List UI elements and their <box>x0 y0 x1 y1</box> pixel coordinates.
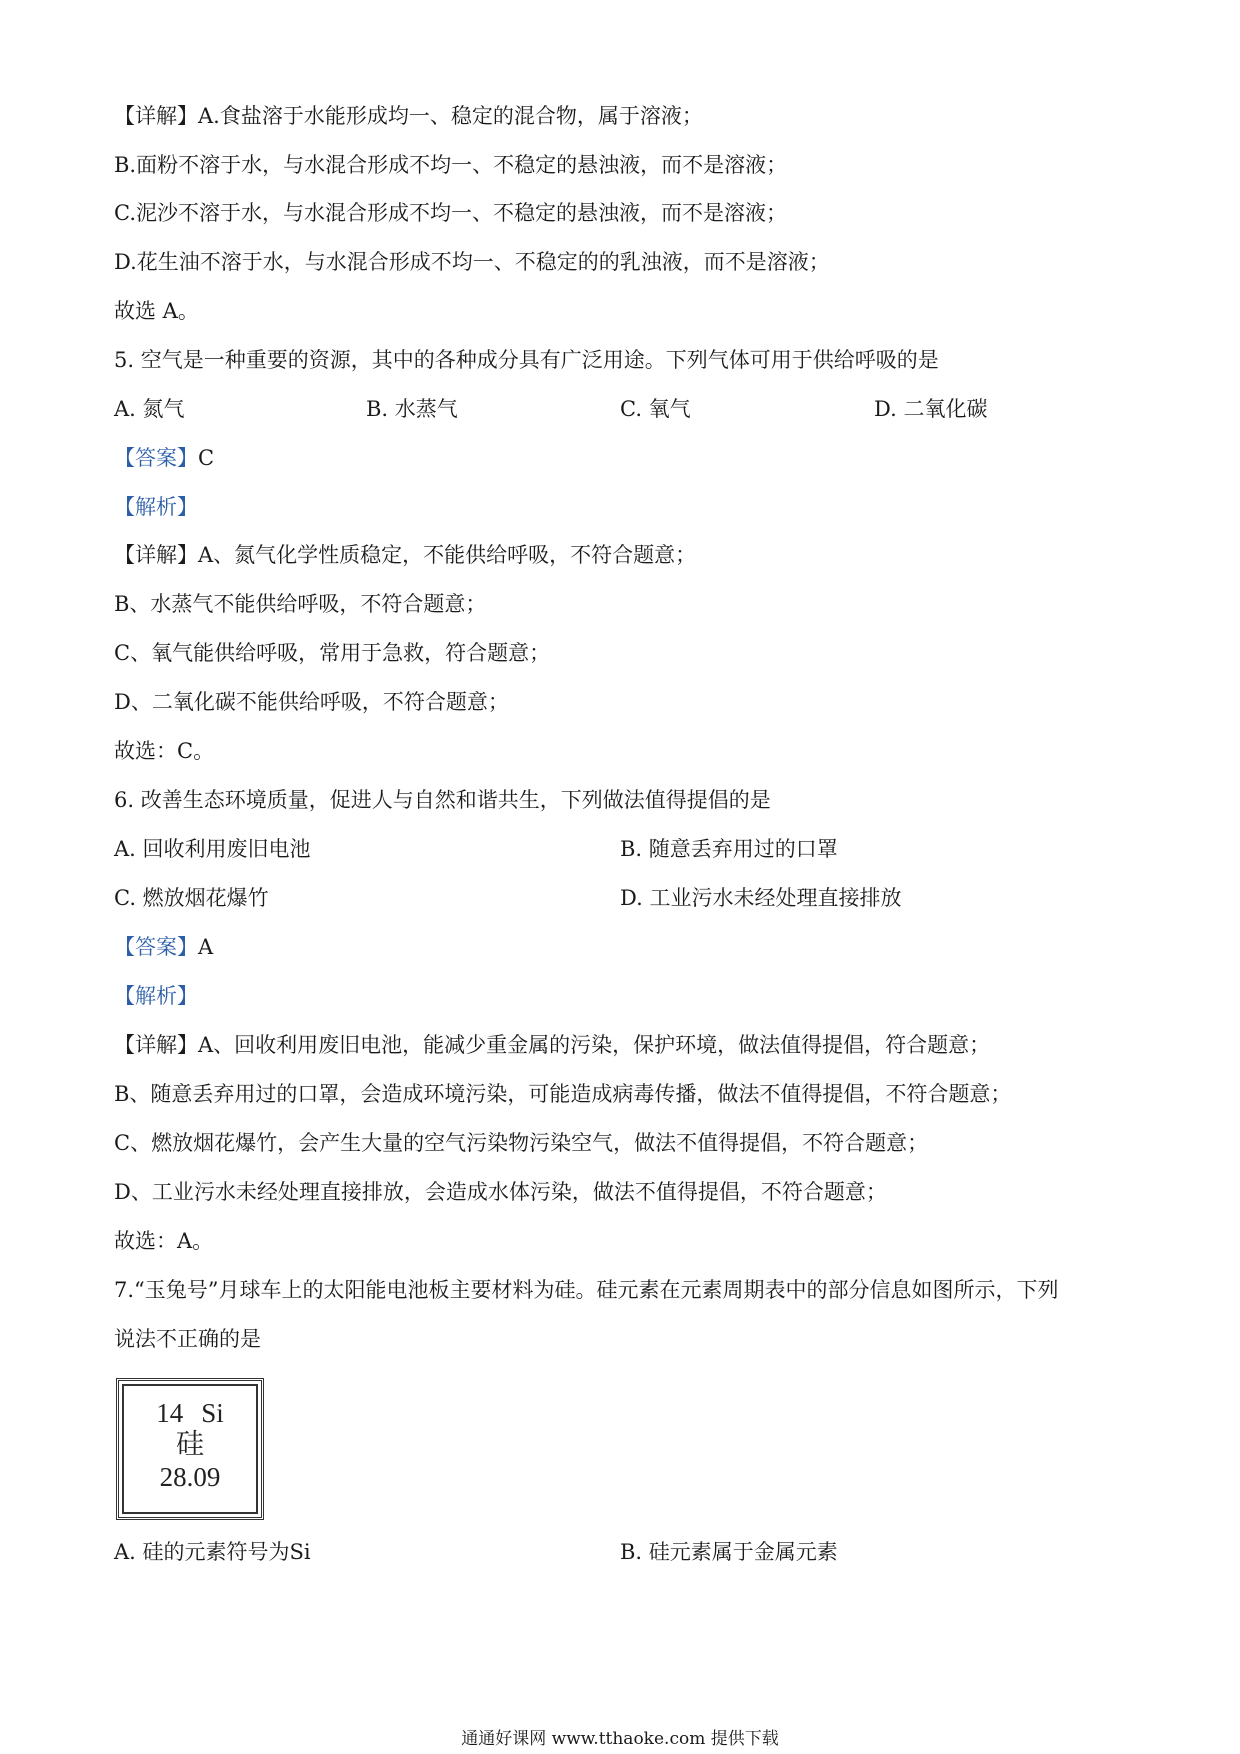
q4-detail-a-line <box>114 102 703 130</box>
q5-detail-a-line <box>114 541 696 569</box>
q6-detail-a: A、回收利用废旧电池，能减少重金属的污染，保护环境，做法值得提倡，符合题意； <box>198 1033 991 1057</box>
element-name: 硅 <box>175 1429 204 1460</box>
q5-stem: 5. 空气是一种重要的资源，其中的各种成分具有广泛用途。下列气体可用于供给呼吸的是 <box>114 348 939 372</box>
element-header <box>124 1398 256 1428</box>
q4-detail-a: A.食盐溶于水能形成均一、稳定的混合物，属于溶液； <box>198 104 703 128</box>
q6-conclusion: 故选：A。 <box>114 1229 214 1253</box>
q5-detail-d: D、二氧化碳不能供给呼吸，不符合题意； <box>114 690 509 714</box>
q5-detail-a: A、氮气化学性质稳定，不能供给呼吸，不符合题意； <box>198 543 697 567</box>
q6-option-b: B. 随意丢弃用过的口罩 <box>620 837 838 861</box>
q6-detail-a-line <box>114 1031 990 1059</box>
q5-detail-b: B、水蒸气不能供给呼吸，不符合题意； <box>114 592 487 616</box>
q5-conclusion: 故选：C。 <box>114 739 215 763</box>
q7-option-a: A. 硅的元素符号为Si <box>114 1540 311 1564</box>
element-card-inner <box>122 1384 258 1514</box>
q6-analysis-tag: 【解析】 <box>114 984 198 1008</box>
atomic-number: 14 <box>156 1398 184 1428</box>
q5-answer: C <box>198 446 215 470</box>
q6-answer-line <box>114 933 213 961</box>
footer-watermark: 通通好课网 www.tthaoke.com 提供下载 <box>461 1729 779 1749</box>
q5-option-c: C. 氧气 <box>620 397 691 421</box>
q6-detail-d: D、工业污水未经处理直接排放，会造成水体污染，做法不值得提倡，不符合题意； <box>114 1180 887 1204</box>
q7-stem-line1: 7.“玉兔号”月球车上的太阳能电池板主要材料为硅。硅元素在元素周期表中的部分信息如图所示，下列 <box>114 1278 1059 1302</box>
q6-answer: A <box>198 935 214 959</box>
q5-detail-c: C、氧气能供给呼吸，常用于急救，符合题意； <box>114 641 551 665</box>
q7-stem-line2: 说法不正确的是 <box>114 1327 261 1351</box>
q6-option-c: C. 燃放烟花爆竹 <box>114 886 269 910</box>
q4-detail-c: C.泥沙不溶于水，与水混合形成不均一、不稳定的悬浊液，而不是溶液； <box>114 201 787 225</box>
q6-detail-b: B、随意丢弃用过的口罩，会造成环境污染，可能造成病毒传播，做法不值得提倡，不符合题意； <box>114 1082 1012 1106</box>
q5-option-b: B. 水蒸气 <box>366 397 458 421</box>
detail-tag: 【详解】 <box>114 543 198 567</box>
q7-option-b: B. 硅元素属于金属元素 <box>620 1540 838 1564</box>
answer-tag: 【答案】 <box>114 446 198 470</box>
answer-tag: 【答案】 <box>114 935 198 959</box>
q6-stem: 6. 改善生态环境质量，促进人与自然和谐共生，下列做法值得提倡的是 <box>114 788 771 812</box>
q4-detail-b: B.面粉不溶于水，与水混合形成不均一、不稳定的悬浊液，而不是溶液； <box>114 153 788 177</box>
q6-option-a: A. 回收利用废旧电池 <box>114 837 311 861</box>
atomic-mass: 28.09 <box>159 1462 221 1492</box>
q5-answer-line <box>114 444 214 472</box>
q4-conclusion: 故选 A。 <box>114 299 199 323</box>
periodic-table-element-card <box>116 1378 264 1520</box>
q5-analysis-tag: 【解析】 <box>114 495 198 519</box>
q6-option-d: D. 工业污水未经处理直接排放 <box>620 886 902 910</box>
element-symbol: Si <box>201 1398 224 1428</box>
q4-detail-d: D.花生油不溶于水，与水混合形成不均一、不稳定的的乳浊液，而不是溶液； <box>114 250 830 274</box>
detail-tag: 【详解】 <box>114 104 198 128</box>
q5-option-a: A. 氮气 <box>114 397 185 421</box>
detail-tag: 【详解】 <box>114 1033 198 1057</box>
q5-option-d: D. 二氧化碳 <box>874 397 988 421</box>
q6-detail-c: C、燃放烟花爆竹，会产生大量的空气污染物污染空气，做法不值得提倡，不符合题意； <box>114 1131 929 1155</box>
